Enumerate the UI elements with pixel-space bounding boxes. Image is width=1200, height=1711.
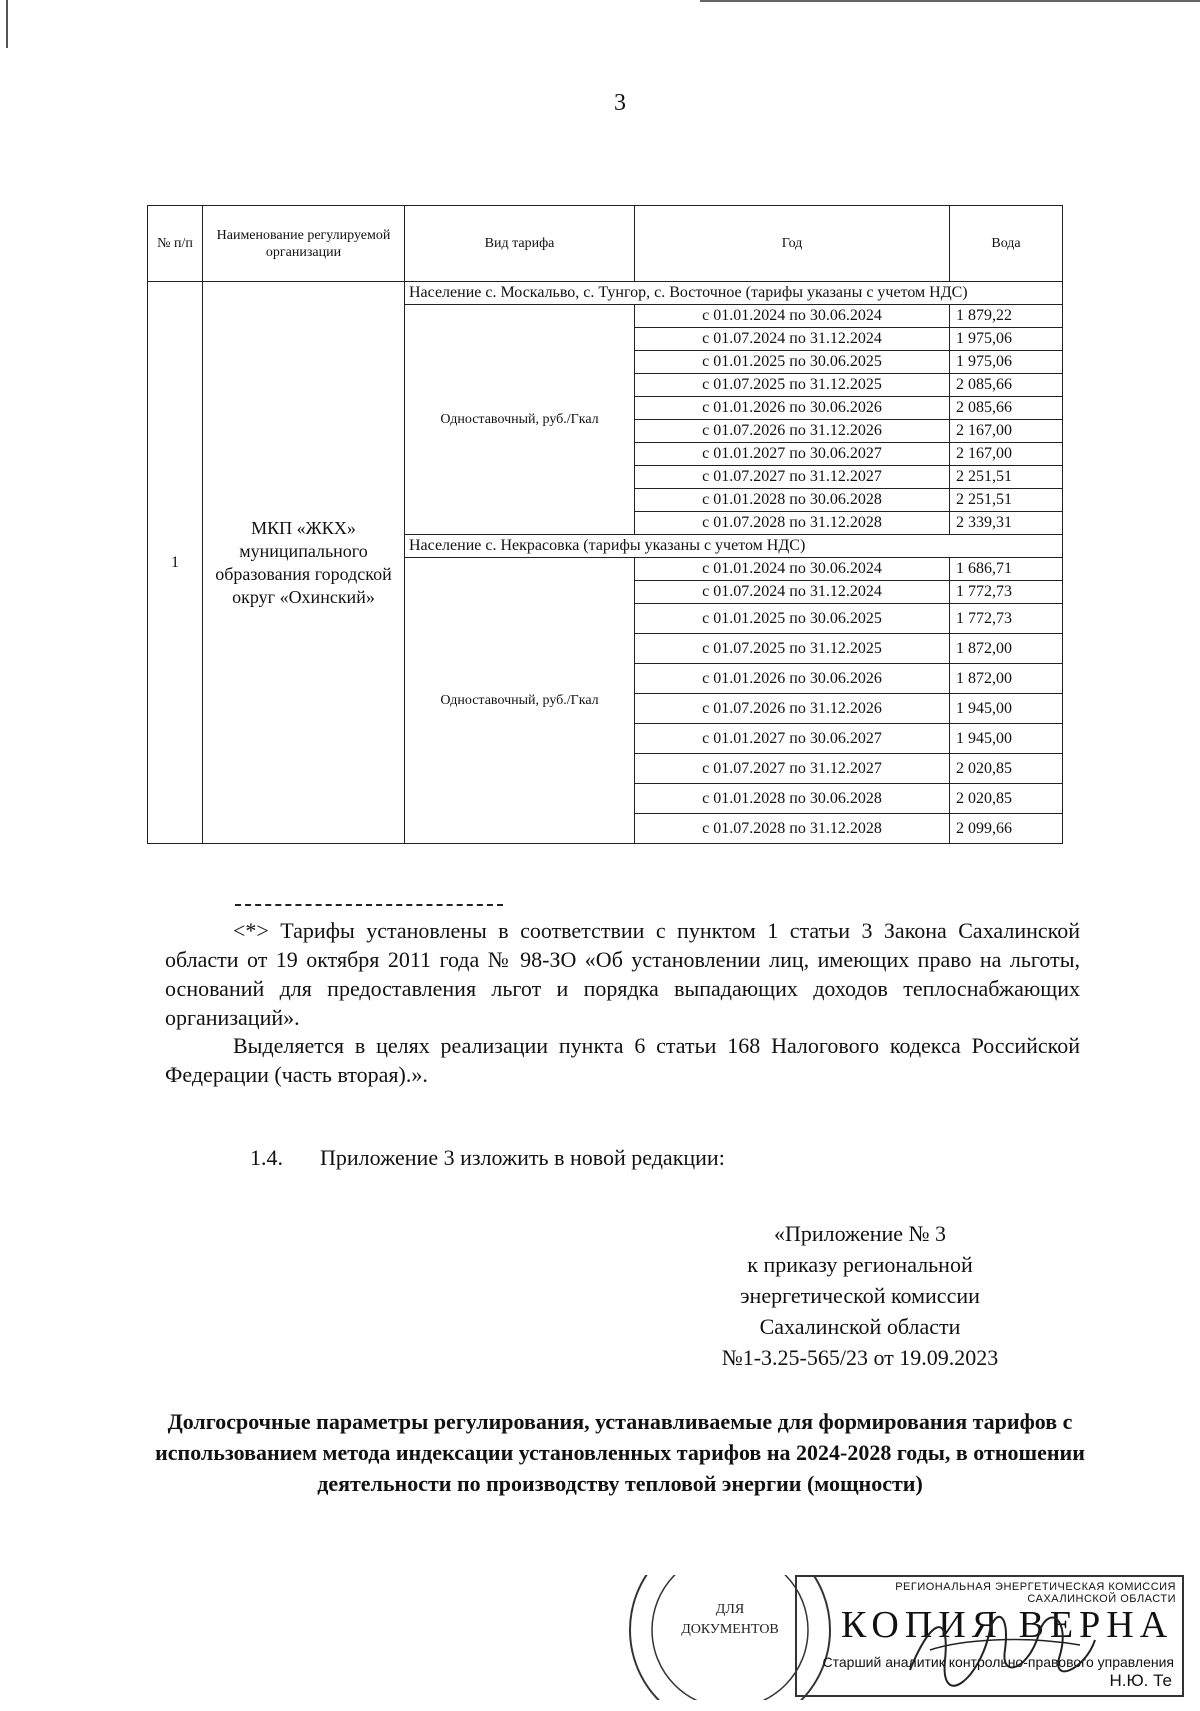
period-cell: с 01.07.2027 по 31.12.2027: [635, 466, 950, 489]
header-water: Вода: [950, 206, 1063, 282]
footnote-paragraph: [165, 916, 1080, 1032]
page-number: 3: [614, 90, 626, 116]
water-value-cell: 1 772,73: [950, 581, 1063, 604]
period-cell: с 01.07.2025 по 31.12.2025: [635, 374, 950, 397]
section-title: Население с. Москальво, с. Тунгор, с. Восточное (тарифы указаны с учетом НДС): [405, 282, 1063, 305]
stamp-name: Н.Ю. Те: [1109, 1671, 1172, 1690]
section-title: Население с. Некрасовка (тарифы указаны с учетом НДС): [405, 535, 1063, 558]
footnote-text: <*> Тарифы установлены в соответствии с пунктом 1 статьи 3 Закона Сахалинской области от 19 октября 2011 года № 98-ЗО «Об установлении лиц, имеющих право на льготы, оснований для предоставления льгот и порядка выпадающих доходов теплоснабжающих организаций».: [165, 918, 1080, 1030]
period-cell: с 01.01.2026 по 30.06.2026: [635, 397, 950, 420]
section-title-row: [148, 282, 1063, 305]
water-value-cell: 2 339,31: [950, 512, 1063, 535]
seal-center-text: ДОКУМЕНТОВ: [681, 1622, 779, 1637]
period-cell: с 01.01.2028 по 30.06.2028: [635, 489, 950, 512]
table-header-row: [148, 206, 1063, 282]
item-1-4: [250, 1145, 725, 1171]
period-cell: с 01.07.2026 по 31.12.2026: [635, 420, 950, 443]
water-value-cell: 1 872,00: [950, 634, 1063, 664]
period-cell: с 01.01.2028 по 30.06.2028: [635, 784, 950, 814]
appendix-line: «Приложение № 3: [773, 1221, 947, 1246]
header-organization: Наименование регулируемой организации: [203, 206, 405, 282]
seal-center-text: ДЛЯ: [715, 1602, 745, 1617]
period-cell: с 01.01.2024 по 30.06.2024: [635, 305, 950, 328]
period-cell: с 01.01.2027 по 30.06.2027: [635, 724, 950, 754]
water-value-cell: 2 099,66: [950, 814, 1063, 844]
period-cell: с 01.01.2025 по 30.06.2025: [635, 351, 950, 374]
tariff-type: Одноставочный, руб./Гкал: [405, 558, 635, 844]
stamp-position: Старший аналитик контрольно-правового управления: [822, 1654, 1174, 1670]
appendix-line: энергетической комиссии: [740, 1283, 980, 1308]
water-value-cell: 1 975,06: [950, 328, 1063, 351]
stamp-main: КОПИЯ ВЕРНА: [841, 1604, 1174, 1646]
period-cell: с 01.01.2027 по 30.06.2027: [635, 443, 950, 466]
water-value-cell: 2 085,66: [950, 374, 1063, 397]
water-value-cell: 2 167,00: [950, 443, 1063, 466]
period-cell: с 01.07.2024 по 31.12.2024: [635, 328, 950, 351]
water-value-cell: 2 251,51: [950, 489, 1063, 512]
period-cell: с 01.01.2025 по 30.06.2025: [635, 604, 950, 634]
water-value-cell: 2 020,85: [950, 784, 1063, 814]
water-value-cell: 2 251,51: [950, 466, 1063, 489]
header-year: Год: [635, 206, 950, 282]
tariff-type: Одноставочный, руб./Гкал: [405, 305, 635, 535]
item-number: 1.4.: [250, 1145, 283, 1170]
water-value-cell: 1 686,71: [950, 558, 1063, 581]
row-number: 1: [148, 282, 203, 844]
vat-paragraph: [165, 1031, 1080, 1089]
appendix-line: к приказу региональной: [747, 1252, 973, 1277]
scan-edge-mark: [6, 0, 8, 48]
period-cell: с 01.07.2026 по 31.12.2026: [635, 694, 950, 724]
appendix-line: Сахалинской области: [759, 1314, 961, 1339]
water-value-cell: 1 872,00: [950, 664, 1063, 694]
period-cell: с 01.07.2025 по 31.12.2025: [635, 634, 950, 664]
organization-name: МКП «ЖКХ» муниципального образования городской округ «Охинский»: [203, 282, 405, 844]
water-value-cell: 1 975,06: [950, 351, 1063, 374]
document-title: Долгосрочные параметры регулирования, устанавливаемые для формирования тарифов с использованием метода индексации установленных тарифов на 2024-2028 годы, в отношении деятельности по производству тепловой энергии (мощности): [155, 1409, 1085, 1496]
water-value-cell: 1 772,73: [950, 604, 1063, 634]
period-cell: с 01.07.2028 по 31.12.2028: [635, 814, 950, 844]
stamp-header: РЕГИОНАЛЬНАЯ ЭНЕРГЕТИЧЕСКАЯ КОМИССИЯ САХАЛИНСКОЙ ОБЛАСТИ: [895, 1581, 1176, 1605]
period-cell: с 01.07.2027 по 31.12.2027: [635, 754, 950, 784]
tariff-table: [147, 205, 1063, 844]
water-value-cell: 1 945,00: [950, 694, 1063, 724]
footnote-separator: [235, 904, 503, 906]
water-value-cell: 1 945,00: [950, 724, 1063, 754]
signature-icon: [900, 1600, 1100, 1690]
appendix-line: №1-3.25-565/23 от 19.09.2023: [721, 1345, 999, 1370]
water-value-cell: 2 020,85: [950, 754, 1063, 784]
water-value-cell: 2 167,00: [950, 420, 1063, 443]
period-cell: с 01.07.2028 по 31.12.2028: [635, 512, 950, 535]
period-cell: с 01.07.2024 по 31.12.2024: [635, 581, 950, 604]
period-cell: с 01.01.2024 по 30.06.2024: [635, 558, 950, 581]
header-number: № п/п: [148, 206, 203, 282]
water-value-cell: 2 085,66: [950, 397, 1063, 420]
vat-note-text: Выделяется в целях реализации пункта 6 статьи 168 Налогового кодекса Российской Федерации (часть вторая).».: [165, 1033, 1080, 1087]
header-tariff-type: Вид тарифа: [405, 206, 635, 282]
appendix-header: [700, 1218, 1020, 1373]
scan-edge-mark: [700, 0, 1200, 2]
water-value-cell: 1 879,22: [950, 305, 1063, 328]
period-cell: с 01.01.2026 по 30.06.2026: [635, 664, 950, 694]
item-text: Приложение 3 изложить в новой редакции:: [320, 1145, 725, 1170]
